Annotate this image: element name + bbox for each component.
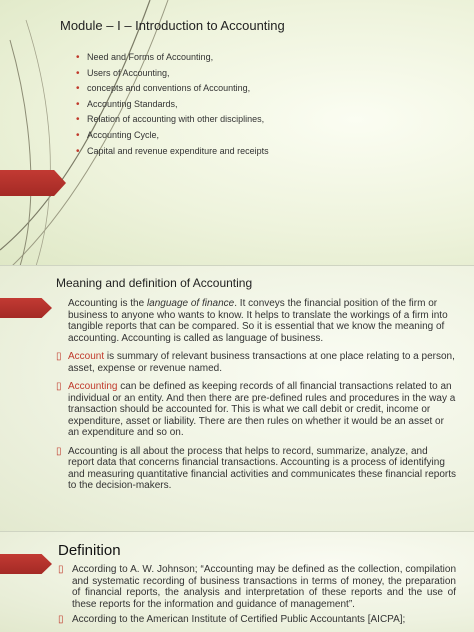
paragraph: ▯ Accounting can be defined as keeping records of all financial transactions related to an individual or an entity. And then there are pre-defined rules and procedures in the way a transaction should be accounted for. This is what we call debit or credit, income or expenditure, asset or liability. There are then rules on whether it would be an asset or an expenditure and so on. [56,381,456,438]
slide-3 [0,532,474,632]
list-item: • Relation of accounting with other disciplines, [76,112,269,128]
slide-2 [0,266,474,532]
missing-glyph-icon: ▯ [58,614,64,625]
paragraph: ▯ According to the American Institute of Certified Public Accountants [AICPA]; [58,614,406,625]
slide-1-title: Module – I – Introduction to Accounting [60,18,285,33]
red-arrow-tab-icon [0,298,52,318]
topic-list [76,50,269,159]
list-item: • Users of Accounting, [76,66,269,82]
red-arrow-tab-icon [0,554,52,574]
red-arrow-tab-icon [0,170,66,196]
slide-3-body [58,564,456,630]
list-item: • Accounting Cycle, [76,128,269,144]
slide-1 [0,0,474,266]
slide-2-body [56,298,456,499]
paragraph: ▯ Account is summary of relevant business transactions at one place relating to a person, asset, expense or revenue named. [56,351,455,374]
paragraph: ▯ According to A. W. Johnson; “Accounting may be defined as the collection, compilation and systematic recording of business transactions in terms of money, the preparation of financial reports, the analysis and interpretation of these reports and the use of these reports for the information and guidance of management”. [58,564,456,610]
list-item: • concepts and conventions of Accounting, [76,81,269,97]
missing-glyph-icon: ▯ [56,445,62,457]
missing-glyph-icon: ▯ [56,381,62,392]
list-item: • Accounting Standards, [76,97,269,113]
missing-glyph-icon: ▯ [58,564,64,575]
paragraph: ▯ Accounting is all about the process that helps to record, summarize, analyze, and report data that concerns financial transactions. Accounting is a process of identifying and measuring quantitative financial activities and communicates these financial reports to the decision-makers. [56,445,456,491]
list-item: • Need and Forms of Accounting, [76,50,269,66]
list-item: • Capital and revenue expenditure and receipts [76,144,269,160]
slide-3-title: Definition [58,542,121,559]
paragraph: Accounting is the language of finance. It conveys the financial position of the firm or business to anyone who wants to know. It helps to translate the workings of a firm into tangible reports that can be compared. So it is essential that we know the meaning of accounting. Accounting is called as language of business. [68,298,448,344]
slide-2-title: Meaning and definition of Accounting [56,276,253,290]
missing-glyph-icon: ▯ [56,351,62,362]
